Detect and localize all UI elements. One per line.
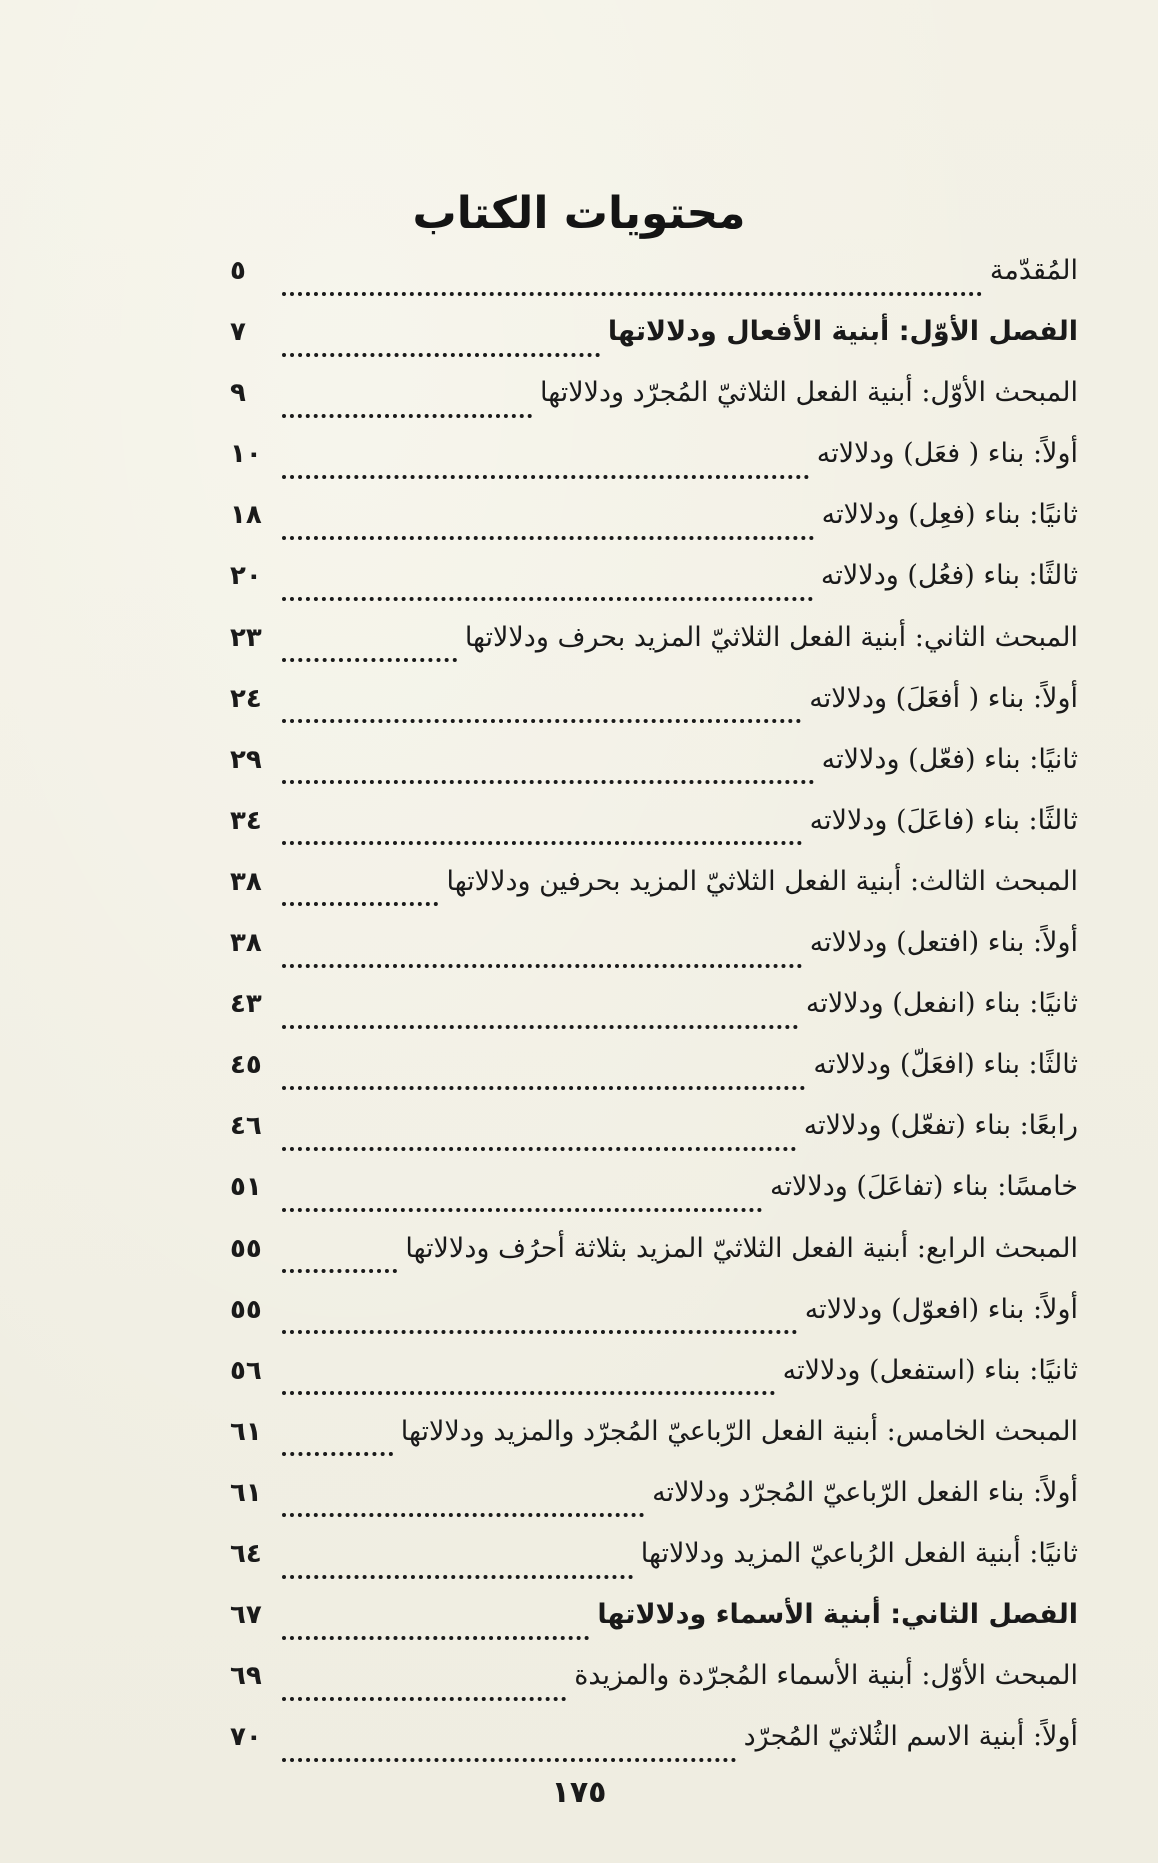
toc-entry-title: ثالثًا: بناء (افعَلّ) ودلالاته <box>813 1049 1078 1081</box>
toc-entry <box>230 1416 1078 1477</box>
toc-entry-page: ٤٣ <box>230 989 262 1020</box>
toc-entry-title: المبحث الرابع: أبنية الفعل الثلاثيّ المزيد بثلاثة أحرُف ودلالاتها <box>405 1232 1078 1264</box>
toc-entry-page: ٢٣ <box>230 622 262 653</box>
dot-leader <box>282 292 982 296</box>
table-of-contents <box>230 255 1078 1782</box>
toc-entry-page: ٧ <box>230 317 246 348</box>
dot-leader <box>282 1147 796 1151</box>
toc-entry-title: ثالثًا: بناء (فاعَلَ) ودلالاته <box>809 804 1078 836</box>
dot-leader <box>282 964 802 968</box>
toc-entry-title: الفصل الأوّل: أبنية الأفعال ودلالاتها <box>607 316 1078 348</box>
toc-entry <box>230 866 1078 927</box>
dot-leader <box>282 1086 805 1090</box>
toc-entry-title: ثانيًا: بناء (انفعل) ودلالاته <box>805 988 1078 1020</box>
toc-entry-title: المبحث الثالث: أبنية الفعل الثلاثيّ المزيد بحرفين ودلالاتها <box>446 865 1078 897</box>
toc-entry <box>230 927 1078 988</box>
toc-entry-title: ثانيًا: بناء (استفعل) ودلالاته <box>782 1354 1078 1386</box>
dot-leader <box>282 1636 589 1640</box>
toc-entry-title: المبحث الثاني: أبنية الفعل الثلاثيّ المزيد بحرف ودلالاتها <box>464 621 1078 653</box>
toc-entry-page: ٦٧ <box>230 1600 262 1631</box>
dot-leader <box>282 1575 633 1579</box>
toc-entry-title: أولاً: بناء (افعوّل) ودلالاته <box>804 1293 1078 1325</box>
toc-entry <box>230 316 1078 377</box>
dot-leader <box>282 1269 397 1273</box>
toc-entry-page: ١٨ <box>230 500 262 531</box>
toc-entry-page: ٥١ <box>230 1172 262 1203</box>
toc-entry-page: ٥ <box>230 256 246 286</box>
dot-leader <box>282 1697 566 1701</box>
toc-entry-page: ٣٤ <box>230 805 262 836</box>
toc-entry <box>230 988 1078 1049</box>
page-number: ١٧٥ <box>551 1775 607 1810</box>
dot-leader <box>282 536 814 540</box>
toc-entry <box>230 805 1078 866</box>
toc-entry <box>230 1538 1078 1599</box>
toc-entry-title: الفصل الثاني: أبنية الأسماء ودلالاتها <box>597 1599 1078 1631</box>
toc-entry-page: ٤٦ <box>230 1111 262 1142</box>
toc-entry <box>230 438 1078 499</box>
toc-entry-title: خامسًا: بناء (تفاعَلَ) ودلالاته <box>770 1171 1078 1203</box>
toc-entry-title: رابعًا: بناء (تفعّل) ودلالاته <box>803 1110 1078 1142</box>
toc-entry <box>230 1049 1078 1110</box>
toc-entry-title: المبحث الأوّل: أبنية الأسماء المُجرّدة والمزيدة <box>574 1660 1078 1692</box>
toc-entry-title: أولاً: بناء الفعل الرّباعيّ المُجرّد ودلالاته <box>652 1476 1078 1508</box>
dot-leader <box>282 1330 797 1334</box>
toc-entry <box>230 683 1078 744</box>
toc-entry-page: ٦١ <box>230 1416 262 1447</box>
toc-entry <box>230 744 1078 805</box>
toc-entry-title: المبحث الأوّل: أبنية الفعل الثلاثيّ المُجرّد ودلالاتها <box>540 377 1078 409</box>
toc-entry <box>230 377 1078 438</box>
toc-entry <box>230 1233 1078 1294</box>
dot-leader <box>282 475 809 479</box>
toc-entry <box>230 1599 1078 1660</box>
toc-entry-page: ٢٤ <box>230 683 262 714</box>
toc-entry-title: أولاً: أبنية الاسم الثُلاثيّ المُجرّد <box>743 1721 1078 1753</box>
toc-entry-page: ٦٤ <box>230 1538 262 1569</box>
toc-entry <box>230 1171 1078 1232</box>
toc-entry-page: ٧٠ <box>230 1722 262 1753</box>
dot-leader <box>282 1025 798 1029</box>
dot-leader <box>282 1513 644 1517</box>
toc-entry-page: ٢٠ <box>230 561 262 592</box>
dot-leader <box>282 902 438 906</box>
toc-entry <box>230 1355 1078 1416</box>
dot-leader <box>282 719 801 723</box>
toc-entry-page: ٣٨ <box>230 866 262 897</box>
toc-entry-page: ١٠ <box>230 439 262 470</box>
dot-leader <box>282 1391 775 1395</box>
toc-entry-page: ٤٥ <box>230 1050 262 1081</box>
toc-entry-title: المبحث الخامس: أبنية الفعل الرّباعيّ المُجرّد والمزيد ودلالاتها <box>400 1415 1078 1447</box>
toc-entry <box>230 255 1078 316</box>
toc-entry-title: أولاً: بناء ( فعَل) ودلالاته <box>816 438 1078 470</box>
toc-entry-title: ثانيًا: بناء (فعِل) ودلالاته <box>821 499 1078 531</box>
toc-entry-page: ٥٥ <box>230 1233 262 1264</box>
toc-entry-title: ثانيًا: أبنية الفعل الرُباعيّ المزيد ودلالاتها <box>640 1537 1078 1569</box>
toc-entry-page: ٥٦ <box>230 1355 262 1386</box>
toc-entry-title: أولاً: بناء ( أفعَلَ) ودلالاته <box>809 682 1078 714</box>
toc-entry-title: أولاً: بناء (افتعل) ودلالاته <box>809 927 1078 959</box>
dot-leader <box>282 780 814 784</box>
toc-entry-title: ثالثًا: بناء (فعُل) ودلالاته <box>820 560 1078 592</box>
toc-entry <box>230 1294 1078 1355</box>
toc-entry <box>230 1721 1078 1782</box>
page-title: محتويات الكتاب <box>412 188 746 239</box>
dot-leader <box>282 1208 762 1212</box>
toc-entry-page: ٢٩ <box>230 744 262 775</box>
dot-leader <box>282 1758 736 1762</box>
dot-leader <box>282 658 457 662</box>
toc-entry <box>230 560 1078 621</box>
dot-leader <box>282 353 600 357</box>
toc-entry <box>230 1660 1078 1721</box>
toc-entry-page: ٣٨ <box>230 928 262 959</box>
toc-entry-page: ٩ <box>230 378 246 409</box>
toc-entry <box>230 1477 1078 1538</box>
dot-leader <box>282 841 802 845</box>
toc-entry <box>230 499 1078 560</box>
toc-entry-page: ٦٩ <box>230 1661 262 1692</box>
dot-leader <box>282 597 813 601</box>
toc-entry-title: ثانيًا: بناء (فعّل) ودلالاته <box>821 743 1078 775</box>
toc-entry-title: المُقدّمة <box>989 255 1078 286</box>
toc-entry <box>230 622 1078 683</box>
toc-entry-page: ٥٥ <box>230 1294 262 1325</box>
toc-entry <box>230 1110 1078 1171</box>
dot-leader <box>282 1452 393 1456</box>
toc-entry-page: ٦١ <box>230 1477 262 1508</box>
dot-leader <box>282 414 532 418</box>
